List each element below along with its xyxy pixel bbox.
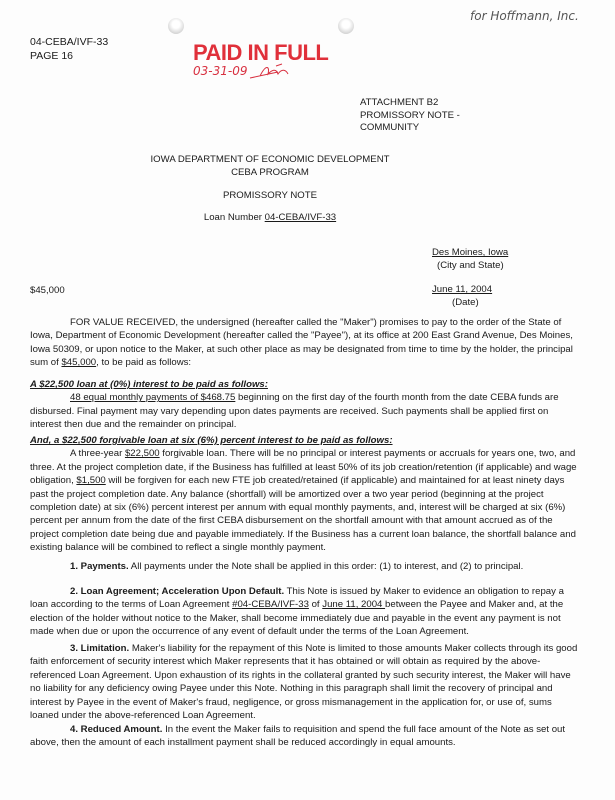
section-b-heading: And, a $22,500 forgivable loan at six (6%) percent interest to be paid as follows:	[30, 435, 393, 446]
title-block	[120, 154, 420, 224]
document-title: PROMISSORY NOTE	[222, 190, 317, 201]
forgiven-per-job: $1,500	[76, 475, 106, 487]
intro-paragraph	[30, 316, 582, 370]
handwritten-note: for Hoffmann, Inc.	[470, 9, 579, 23]
clause-text: Maker's liability for the repayment of this Note is limited to those amounts Maker collects through its good faith enforcement of security interest which Maker represents that it has obtained or will obtain as required by the above-referenced Loan Agreement. Upon exhaustion of its rights in the collateral granted by such security interest, the Maker will have no liability for any deficiency owing Payee under this Note. Nothing in this paragraph shall limit the recovery of principal and interest by Payee in the event of Maker's fraud, negligence, or gross mismanagement in the application for, or use of, sums loaned under the above-referenced Loan Agreement.	[30, 643, 578, 722]
attachment-line: PROMISSORY NOTE -	[360, 109, 460, 121]
clause-loan-agreement	[30, 585, 582, 639]
clause-text: All payments under the Note shall be applied in this order: (1) to interest, and (2) to principal.	[128, 561, 524, 572]
clause-title: 2. Loan Agreement; Acceleration Upon Default.	[70, 586, 285, 597]
header-page: PAGE 16	[30, 50, 73, 62]
attachment-label	[360, 97, 460, 135]
loan-number: 04-CEBA/IVF-33	[264, 211, 337, 223]
clause-text: In the event the Maker fails to requisition and spend the full face amount of the Note as set out above, then the amount of each installment payment shall be reduced accordingly in equal amounts.	[30, 724, 566, 749]
payment-terms: 48 equal monthly payments of $468.75	[70, 392, 236, 404]
date-label: (Date)	[452, 296, 479, 308]
agreement-date: June 11, 2004	[322, 599, 386, 611]
note-date: June 11, 2004	[432, 284, 493, 295]
stamp-initials-signature	[248, 62, 303, 82]
punch-hole	[168, 18, 184, 34]
attachment-line: COMMUNITY	[360, 122, 420, 133]
section-b-text: A three-year	[70, 448, 125, 460]
department-name: IOWA DEPARTMENT OF ECONOMIC DEVELOPMENT	[150, 154, 390, 165]
principal-amount: $45,000	[30, 285, 65, 296]
clause-title: 1. Payments.	[70, 561, 129, 572]
intro-text: , to be paid as follows:	[96, 357, 192, 369]
date-block	[432, 284, 492, 309]
clause-text: This Note is issued by Maker to evidence an obligation to repay a loan according to the terms of Loan Agreement	[30, 586, 564, 611]
section-a-text: beginning on the first day of the fourth month from the date CEBA funds are disbursed. Final payment may vary depending upon dates payments are received. Such payments shall be applied first on interest then due and the remainder on principal.	[30, 392, 559, 431]
section-b	[30, 434, 582, 555]
principal-sum: $45,000	[61, 357, 97, 369]
section-b-text: will be forgiven for each new FTE job created/retained (if applicable) and maintained for at least ninety days past the project completion date. Any balance (shortfall) will be amortized over a two year period (beginning at the project completion date) at six (6%) percent interest per annum with equal monthly payments, and, interest will be charged at six (6%) percent per annum from the date of the first CEBA disbursement on the shortfall amount with that amount accrued as of the project completion date being due and payable immediately. If the Business has a current loan balance, the shortfall balance and existing balance will be combined to reflect a single monthly payment.	[30, 475, 576, 554]
clause-text: between the Payee and Maker and, at the election of the holder without notice to the Maker, shall become immediately due and payable in the event any payment is not made when due or upon the occurrence of any event of default under the terms of the Loan Agreement.	[30, 599, 564, 638]
program-name: CEBA PROGRAM	[231, 166, 309, 178]
paid-in-full-stamp: PAID IN FULL	[193, 40, 329, 65]
document-header	[30, 35, 108, 63]
stamp-date: 03-31-09	[193, 64, 248, 78]
place-block	[432, 247, 508, 272]
city-state: Des Moines, Iowa	[432, 247, 509, 258]
loan-number-line	[120, 212, 420, 225]
punch-hole	[338, 18, 354, 34]
clause-reduced-amount	[30, 723, 582, 750]
clause-title: 3. Limitation.	[70, 643, 130, 654]
section-a	[30, 378, 582, 432]
header-ref: 04-CEBA/IVF-33	[30, 36, 109, 48]
forgivable-amount: $22,500	[124, 448, 160, 460]
section-a-heading: A $22,500 loan at (0%) interest to be paid as follows:	[30, 379, 268, 390]
clause-limitation	[30, 642, 582, 722]
loan-number-label: Loan Number	[203, 211, 262, 223]
clause-title: 4. Reduced Amount.	[70, 724, 163, 735]
agreement-number: #04-CEBA/IVF-33	[232, 599, 309, 611]
city-state-label: (City and State)	[437, 259, 504, 271]
clause-text: of	[308, 599, 323, 611]
intro-text: FOR VALUE RECEIVED, the undersigned (hereafter called the "Maker") promises to pay to the order of the State of Iowa, Department of Economic Development (hereafter called the "Payee"), at its office at 200 East Grand Avenue, Des Moines, Iowa 50309, or upon notice to the Maker, at such other place as may be designated from time to time by the holder, the principal sum of	[30, 317, 573, 369]
attachment-line: ATTACHMENT B2	[360, 97, 439, 108]
section-b-text: forgivable loan. There will be no principal or interest payments or accruals for years one, two, and three. At the project completion date, if the Business has fulfilled at least 50% of its job creation/retention (if applicable) and wage obligation,	[30, 448, 577, 487]
clause-payments	[30, 560, 582, 573]
